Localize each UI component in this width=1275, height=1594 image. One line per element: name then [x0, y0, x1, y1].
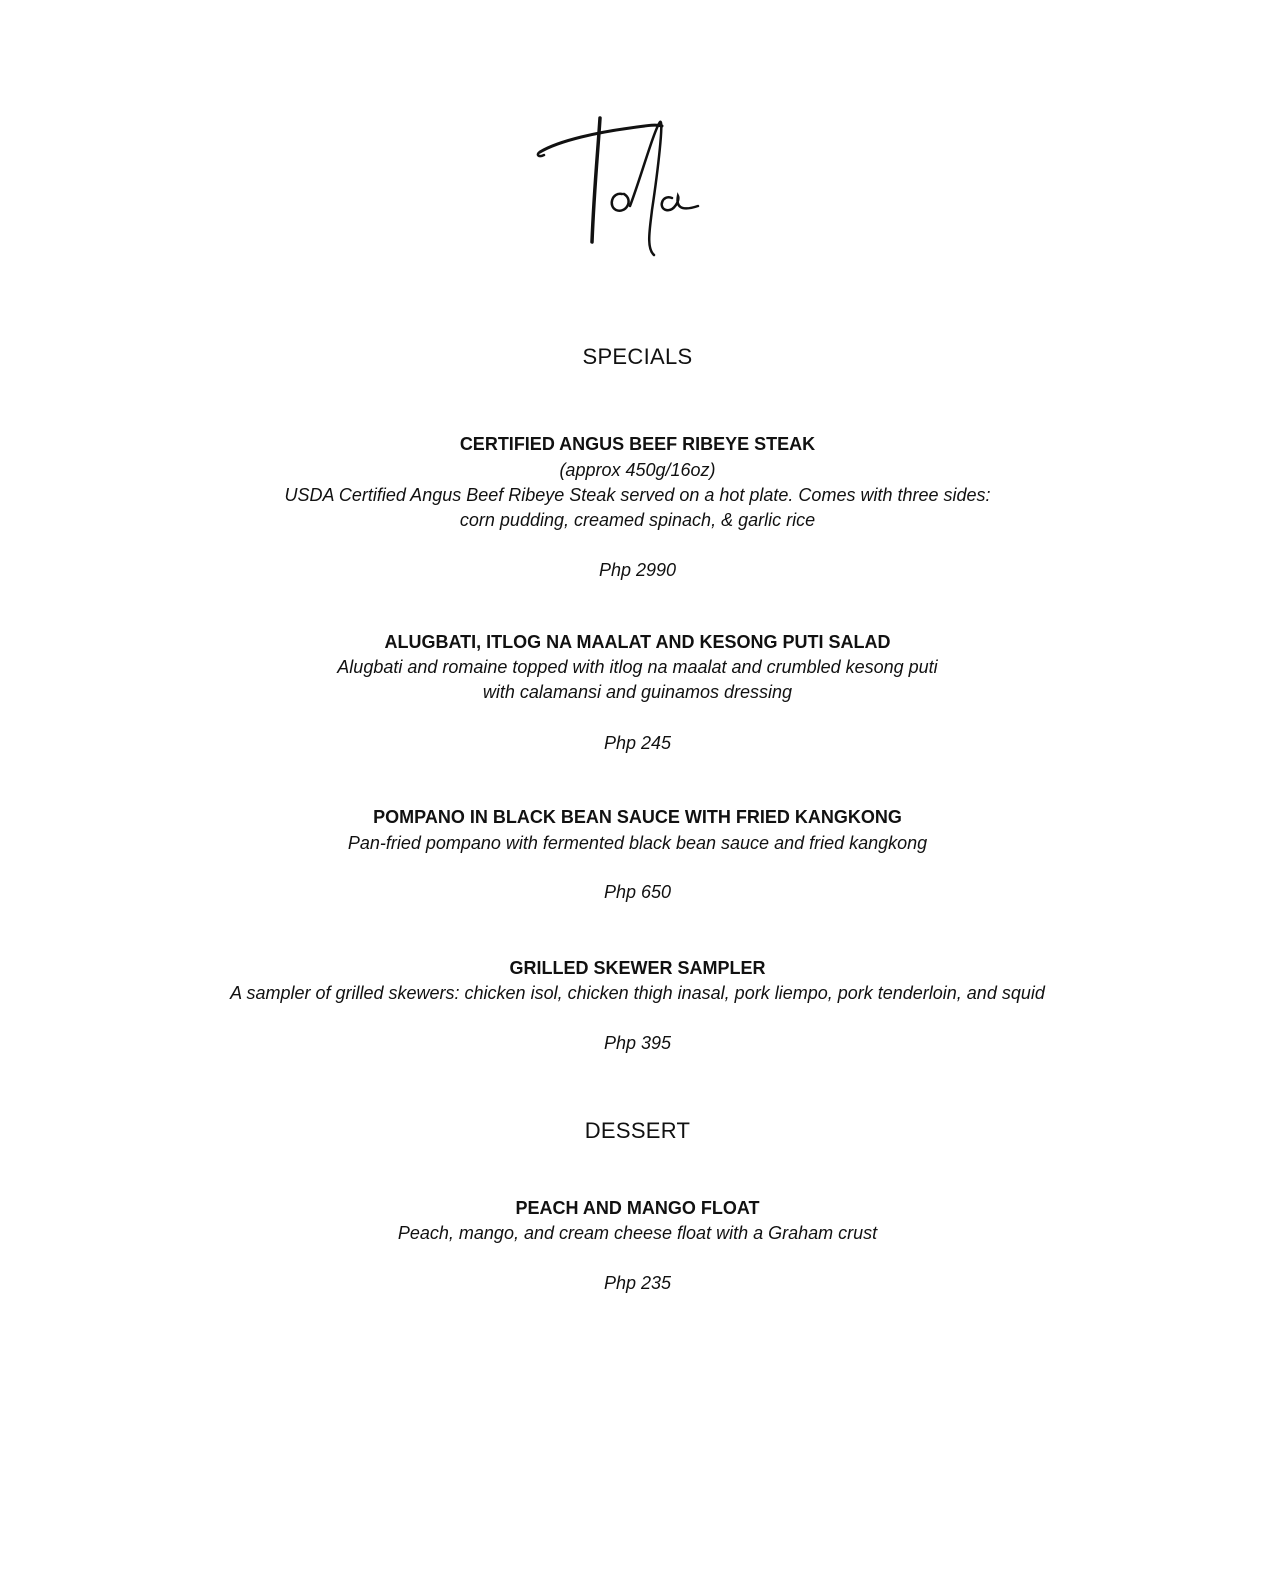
- item-description-line: (approx 450g/16oz): [559, 460, 716, 480]
- tola-logo: [530, 110, 710, 265]
- item-price: Php 245: [603, 733, 672, 753]
- item-name: ALUGBATI, ITLOG NA MAALAT AND KESONG PUTI SALAD: [384, 632, 891, 652]
- item-description-line: A sampler of grilled skewers: chicken isol, chicken thigh inasal, pork liempo, pork tenderloin, and squid: [230, 983, 1045, 1003]
- item-price: Php 650: [603, 882, 672, 902]
- item-name: POMPANO IN BLACK BEAN SAUCE WITH FRIED KANGKONG: [373, 807, 902, 827]
- tola-script-logo-icon: [530, 110, 710, 265]
- item-price: Php 2990: [598, 560, 677, 580]
- item-description-line: with calamansi and guinamos dressing: [482, 682, 793, 702]
- item-name: CERTIFIED ANGUS BEEF RIBEYE STEAK: [459, 434, 816, 454]
- item-description-line: Alugbati and romaine topped with itlog na maalat and crumbled kesong puti: [337, 657, 938, 677]
- item-name: GRILLED SKEWER SAMPLER: [509, 958, 766, 978]
- item-description-line: corn pudding, creamed spinach, & garlic rice: [459, 510, 816, 530]
- item-price: Php 395: [603, 1033, 672, 1053]
- item-description-line: USDA Certified Angus Beef Ribeye Steak served on a hot plate. Comes with three sides:: [284, 485, 991, 505]
- item-description-line: Pan-fried pompano with fermented black bean sauce and fried kangkong: [347, 833, 928, 853]
- item-price: Php 235: [603, 1273, 672, 1293]
- item-description-line: Peach, mango, and cream cheese float with a Graham crust: [397, 1223, 878, 1243]
- item-name: PEACH AND MANGO FLOAT: [515, 1198, 760, 1218]
- section-title-dessert: DESSERT: [584, 1118, 691, 1143]
- section-title-specials: SPECIALS: [582, 344, 693, 369]
